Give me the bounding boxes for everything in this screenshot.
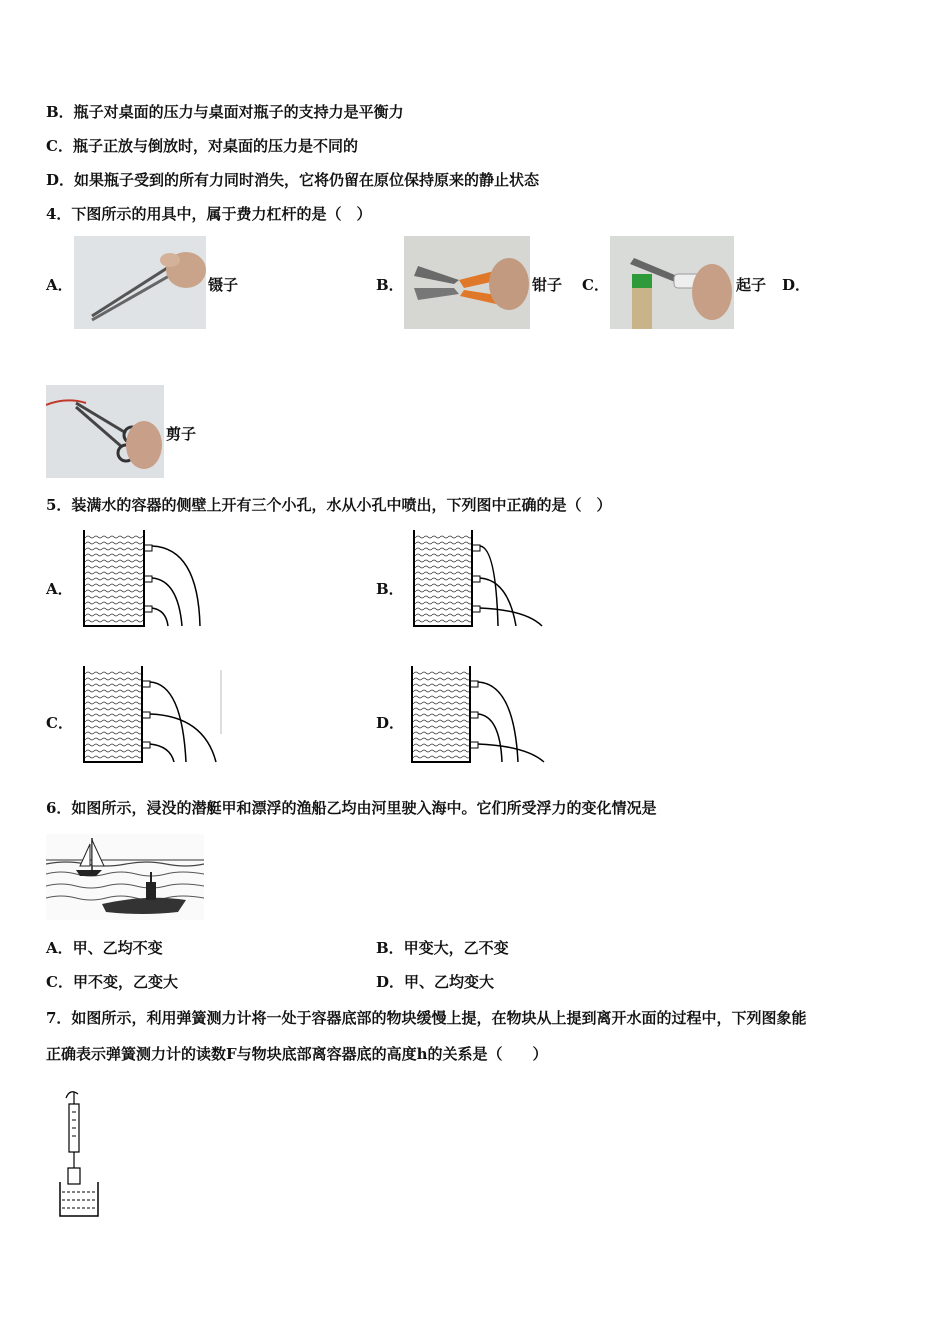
q5-letter-c: C． [46,714,73,732]
q4-letter-c: C． [582,276,609,294]
q5-figure-a [78,528,210,630]
q4-label-c: 起子 [736,276,767,294]
q6-option-d: D．甲、乙均变大 [376,973,495,991]
q5-stem: 5．装满水的容器的侧壁上开有三个小孔，水从小孔中喷出，下列图中正确的是（ ） [46,496,612,514]
tweezers-photo [74,236,206,329]
q4-letter-b: B． [376,276,404,294]
q4-stem: 4．下图所示的用具中，属于费力杠杆的是（ ） [46,205,372,223]
q7-stem-line2: 正确表示弹簧测力计的读数F与物块底部离容器底的高度h的关系是（ ） [46,1045,548,1063]
boat-submarine-figure [46,834,204,920]
q4-label-d: 剪子 [166,425,197,443]
tweezers-icon [74,236,206,329]
q5-letter-a: A． [46,580,73,598]
scissors-icon [46,385,164,478]
scissors-photo [46,385,164,478]
q3-option-b: B．瓶子对桌面的压力与桌面对瓶子的支持力是平衡力 [46,103,404,121]
spring-scale-figure [56,1086,102,1220]
q6-option-a: A．甲、乙均不变 [46,939,163,957]
q5-letter-d: D． [376,714,405,732]
q6-option-c: C．甲不变，乙变大 [46,973,178,991]
q4-label-b: 钳子 [532,276,563,294]
q3-option-d: D．如果瓶子受到的所有力同时消失，它将仍留在原位保持原来的静止状态 [46,171,540,189]
q7-stem-line1: 7．如图所示，利用弹簧测力计将一处于容器底部的物块缓慢上提，在物块从上提到离开水面的过程中，下列图象能 [46,1009,807,1027]
q4-label-a: 镊子 [208,276,239,294]
bottle-opener-icon [610,236,734,329]
q4-letter-d: D． [782,276,811,294]
pliers-icon [404,236,530,329]
pliers-photo [404,236,530,329]
q5-figure-b [408,528,548,630]
q4-letter-a: A． [46,276,73,294]
bottle-opener-photo [610,236,734,329]
q5-figure-d [406,664,548,766]
q5-letter-b: B． [376,580,404,598]
q5-figure-c [78,664,224,766]
q6-option-b: B．甲变大，乙不变 [376,939,509,957]
q6-stem: 6．如图所示，浸没的潜艇甲和漂浮的渔船乙均由河里驶入海中。它们所受浮力的变化情况是 [46,799,657,817]
q3-option-c: C．瓶子正放与倒放时，对桌面的压力是不同的 [46,137,358,155]
